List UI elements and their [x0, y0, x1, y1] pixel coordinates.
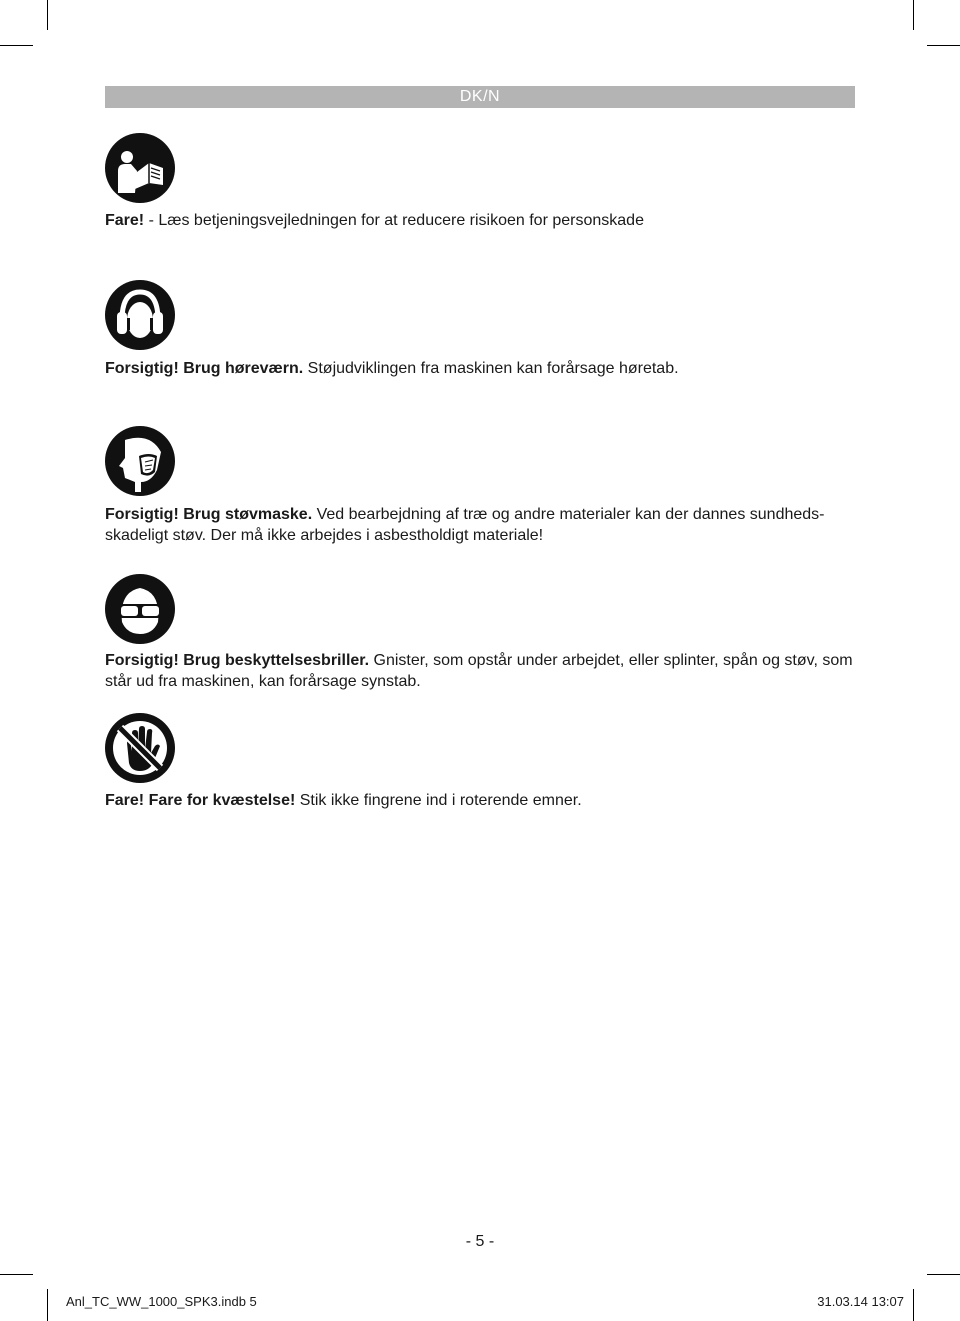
- print-date-time: 31.03.14 13:07: [817, 1294, 904, 1309]
- crop-mark: [0, 1274, 33, 1275]
- warning-body: Ved bearbejdning af træ og andre materialer kan der dannes sundheds-skadeligt støv. Der må ikke arbejdes i asbestholdigt materiale!: [105, 506, 825, 544]
- warning-heading: Forsigtig! Brug støvmaske.: [105, 506, 313, 523]
- warning-body: Stik ikke fingrene ind i roterende emner.: [295, 792, 582, 809]
- crop-mark: [927, 1274, 960, 1275]
- read-manual-icon: [105, 133, 175, 203]
- crop-mark: [47, 1289, 48, 1321]
- crop-mark: [47, 0, 48, 30]
- crop-mark: [927, 45, 960, 46]
- warning-body: - Læs betjeningsvejledningen for at reducere risikoen for personskade: [144, 212, 644, 229]
- warning-heading: Forsigtig! Brug beskyttelsesbriller.: [105, 652, 370, 669]
- warning-heading: Fare!: [105, 212, 145, 229]
- safety-goggles-icon: [105, 574, 175, 644]
- warning-text-hand: [105, 790, 855, 811]
- warning-body: Støjudviklingen fra maskinen kan forårsage høretab.: [303, 360, 679, 377]
- language-header-bar: [105, 86, 855, 108]
- warning-text-goggles: [105, 650, 855, 692]
- warning-body: Gnister, som opstår under arbejdet, eller splinter, spån og støv, som står ud fra maskinen, kan forårsage synstab.: [105, 652, 853, 690]
- warning-text-dust: [105, 504, 855, 546]
- page-number: - 5 -: [465, 1233, 495, 1250]
- hearing-protection-icon: [105, 280, 175, 350]
- warning-text-hearing: [105, 358, 855, 379]
- warning-heading: Forsigtig! Brug høreværn.: [105, 360, 304, 377]
- warning-text-manual: [105, 210, 855, 231]
- no-hand-icon: [105, 713, 175, 783]
- file-name: Anl_TC_WW_1000_SPK3.indb 5: [66, 1294, 257, 1309]
- warning-heading: Fare! Fare for kvæstelse!: [105, 792, 296, 809]
- crop-mark: [0, 45, 33, 46]
- dust-mask-icon: [105, 426, 175, 496]
- language-label: DK/N: [459, 88, 501, 105]
- crop-mark: [913, 1289, 914, 1321]
- crop-mark: [913, 0, 914, 30]
